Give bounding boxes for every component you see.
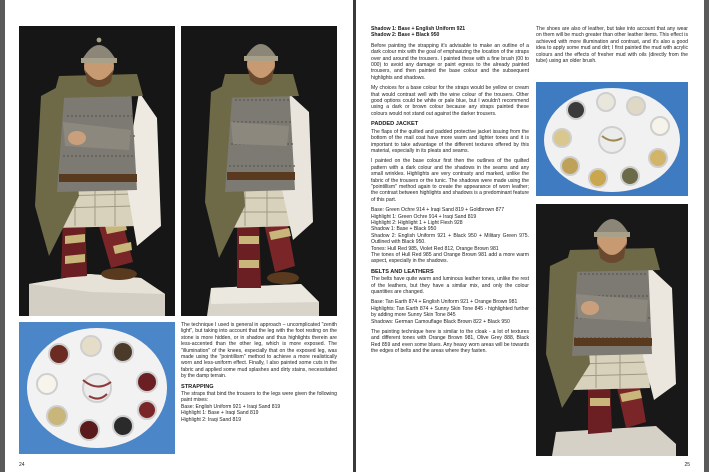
jacket-mix-shadow1: Shadow 1: Base + Black 950 [371, 226, 437, 233]
belts-mix-base: Base: Tan Earth 874 + English Uniform 921 + Orange Brown 981 [371, 299, 518, 306]
heading-belts-leathers: BELTS AND LEATHERS [371, 268, 434, 275]
strap-highlight1-mix: Highlight 1: Base + Iraqi Sand 819 [181, 410, 259, 417]
paragraph-belts: The belts have quite warm and luminous leather tones, unlike the rest of the leathers, but they have a similar mix, and only the colour quantities are changed. [371, 276, 529, 296]
page-number-right: 25 [684, 462, 690, 468]
figure-photo-closeup [536, 204, 688, 456]
paragraph-shoes: The shoes are also of leather, but take into account that any wear on them will be much greater than other leather items. This effect is achieved with more illumination and contrast, and it's also a good idea to apply some mud and dirt; I first painted the mud with acrylic colours and the effects of fresher mud with oils (directly from the tube) using an older brush. [536, 26, 688, 65]
paint-palette-photo-right [536, 82, 688, 196]
jacket-mix-highlight2: Highlight 2: Highlight 1 + Light Flesh 928 [371, 219, 463, 226]
paragraph-outline: Before painting the strapping it's advisable to make an outline of a dark colour mix with the goal of emphasizing the location of the straps over and around the trousers. I painted these with a fine brush (00 to 000) to avoid any damage or paint egress to the already painted trousers, and then painted the base colour and the subsequent highlights and shadows. [371, 42, 529, 81]
jacket-mix-shadow2: Shadow 2: English Uniform 921 + Black 950 + Military Green 975. Outlined with Black 950. [371, 232, 529, 246]
strap-base-mix: Base: English Uniform 921 + Iraqi Sand 819 [181, 403, 281, 410]
belts-mix-highlights: Highlights: Tan Earth 874 + Sunny Skin Tone 845 - highlighted further by adding more Sunny Skin Tone 845 [371, 305, 529, 319]
paragraph-jacket-intro: The flaps of the quilted and padded protective jacket issuing from the bottom of the mail coat have more warm and lighter tones and it is important to take advantage of the different textures offered by this material, especially in its pleats and seams. [371, 128, 529, 154]
belts-mix-shadows: Shadows: German Camouflage Black Brown 822 + Black 950 [371, 318, 510, 325]
heading-padded-jacket: PADDED JACKET [371, 121, 419, 128]
jacket-tones: Tones: Hull Red 985, Violet Red 812, Orange Brown 981 [371, 245, 499, 252]
strapping-paragraph: The straps that bind the trousers to the legs were given the following paint mixes: [181, 391, 337, 404]
strap-shadow2-mix: Shadow 2: Base + Black 950 [371, 32, 440, 39]
heading-strapping: STRAPPING [181, 383, 214, 390]
paragraph-jacket-method: I painted on the base colour first then the outlines of the quilted pattern with a dark colour and the shadows in the seams and any small wrinkles. Highlights are very contrasty and marked, unlike the fabric of the trousers or the tunic. The shadows were made using the "pointillism" method again to create the appearance of worn leather; the contrast between highlights and shadows is a predominant feature of this part. [371, 158, 530, 203]
figure-photo-side [181, 26, 337, 316]
strap-shadow1-mix: Shadow 1: Base + English Uniform 921 [371, 26, 466, 32]
right-text-column-2 [536, 26, 688, 68]
left-page [5, 0, 353, 472]
right-text-column-1 [371, 26, 529, 359]
paint-palette-photo-left [19, 322, 175, 454]
paragraph-colour-choice: My choices for a base colour for the straps would be yellow or cream that would contrast well with the wine colour of the trousers. Other good options could be white or pale blue, but I wouldn't recommend using a dark or brown colour because any straps painted these colours would not stand out against the darker trousers. [371, 85, 529, 117]
page-number-left: 24 [19, 462, 25, 468]
strap-highlight2-mix: Highlight 2: Iraqi Sand 819 [181, 416, 242, 423]
jacket-mix-highlight1: Highlight 1: Green Ochre 914 + Iraqi Sand 819 [371, 213, 477, 220]
jacket-mix-base: Base: Green Ochre 914 + Iraqi Sand 819 + Goldbrown 877 [371, 207, 505, 214]
right-page [356, 0, 704, 472]
figure-photo-front [19, 26, 175, 316]
paragraph-belts-technique: The painting technique here is similar to the cloak - a lot of textures and different tones with Orange Brown 981, Olive Grey 888, Black Red 859 and even some blues. Any heavy worn areas will be towards the edges of belts and the areas where they fasten. [371, 329, 529, 355]
left-text-column [181, 322, 337, 423]
jacket-tones-note: The tones of Hull Red 985 and Orange Brown 981 add a more warm aspect, especially in the shadows. [371, 252, 529, 265]
intro-paragraph: The technique I used is general in approach – uncomplicated "zenith light", but taking into account that the leg with the foot resting on the stone is more hidden, or in shadow and thus highlights therein are less-accented than the other leg, which is more exposed. The "illumination" of the knees, especially that on the exposed leg, was made using the "pointillism" method to achieve a more realistically worn and less-uniform effect. Finally, I also painted some cuts in the fabric and applied some mud splashes and dirty stains, necessitated by the damp terrain. [181, 322, 337, 380]
